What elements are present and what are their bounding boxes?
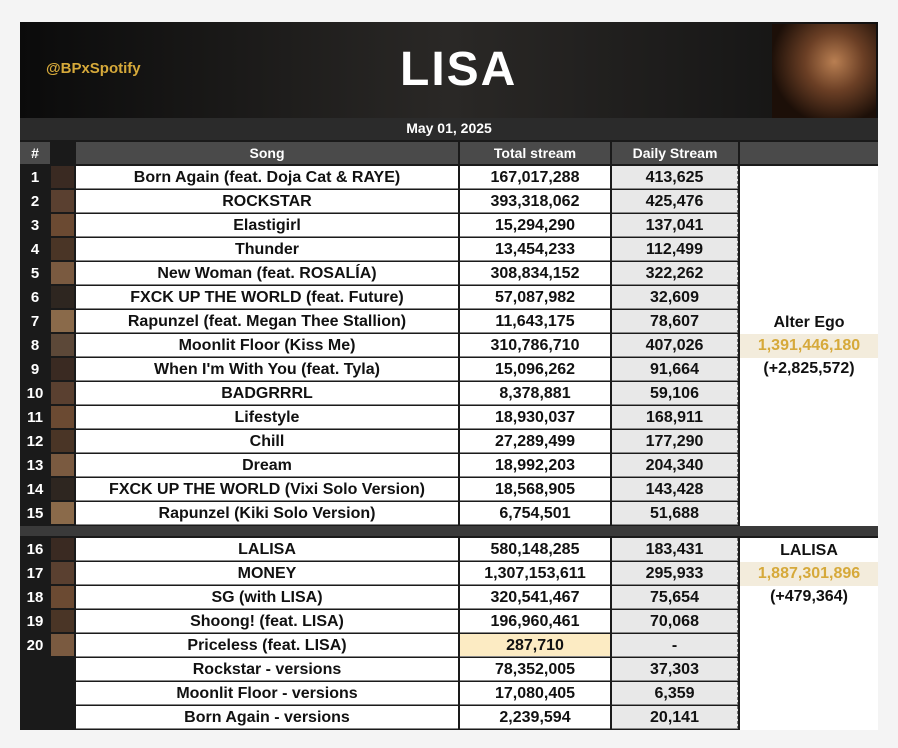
cover-thumbnail [51,406,74,428]
artist-portrait [772,24,876,118]
rank-number: 1 [30,169,40,186]
daily-streams: 322,262 [612,262,738,285]
rank-number: 8 [30,337,40,354]
song-title: BADGRRRL [76,382,458,405]
total-streams: 78,352,005 [460,658,610,681]
song-title: Rapunzel (feat. Megan Thee Stallion) [76,310,458,333]
total-streams: 15,096,262 [460,358,610,381]
cover-thumbnail [51,190,74,212]
total-streams: 18,992,203 [460,454,610,477]
song-title: Lifestyle [76,406,458,429]
artist-title: LISA [400,43,518,96]
song-title: Dream [76,454,458,477]
album-total-streams: 1,391,446,180 [740,334,878,358]
report-date: May 01, 2025 [406,120,492,136]
cover-thumbnail [51,310,74,332]
total-streams: 167,017,288 [460,166,610,189]
cover-thumbnail [51,382,74,404]
song-title: LALISA [76,538,458,561]
cover-thumbnail [51,586,74,608]
column-header-album [740,142,878,164]
daily-streams: 143,428 [612,478,738,501]
cover-thumbnail [51,262,74,284]
total-streams: 57,087,982 [460,286,610,309]
daily-streams: 59,106 [612,382,738,405]
album-name: Alter Ego [773,314,845,331]
total-streams: 393,318,062 [460,190,610,213]
song-title: Shoong! (feat. LISA) [76,610,458,633]
song-title: Rockstar - versions [76,658,458,681]
album-summary-alter-ego [740,166,878,526]
column-header-rank: # [20,142,50,164]
song-title: ROCKSTAR [76,190,458,213]
daily-streams: 168,911 [612,406,738,429]
daily-streams: 20,141 [612,706,738,729]
daily-streams: 78,607 [612,310,738,333]
song-title: Moonlit Floor - versions [76,682,458,705]
rank-number: 17 [26,565,44,582]
song-title: Priceless (feat. LISA) [76,634,458,657]
section-separator [20,526,878,536]
cover-thumbnail [51,214,74,236]
cover-thumbnail [51,286,74,308]
cover-thumbnail [51,634,74,656]
rank-number: 12 [26,433,44,450]
total-streams: 17,080,405 [460,682,610,705]
song-title: When I'm With You (feat. Tyla) [76,358,458,381]
song-title: FXCK UP THE WORLD (Vixi Solo Version) [76,478,458,501]
daily-streams: 425,476 [612,190,738,213]
daily-streams: 204,340 [612,454,738,477]
daily-streams: 112,499 [612,238,738,261]
song-title: Born Again - versions [76,706,458,729]
daily-streams: 91,664 [612,358,738,381]
song-title: Thunder [76,238,458,261]
rank-number: 9 [30,361,40,378]
cover-thumbnail [51,238,74,260]
rank-number: 18 [26,589,44,606]
daily-streams: 407,026 [612,334,738,357]
total-streams: 310,786,710 [460,334,610,357]
rank-number: 3 [30,217,40,234]
total-streams: 8,378,881 [460,382,610,405]
total-streams: 11,643,175 [460,310,610,333]
daily-streams: 51,688 [612,502,738,525]
cover-thumbnail [51,538,74,560]
album-total-streams: 1,887,301,896 [740,562,878,586]
song-title: Born Again (feat. Doja Cat & RAYE) [76,166,458,189]
daily-streams: 6,359 [612,682,738,705]
song-title: SG (with LISA) [76,586,458,609]
daily-streams: 70,068 [612,610,738,633]
source-handle: @BPxSpotify [46,60,141,77]
cover-thumbnail [51,334,74,356]
daily-streams: 75,654 [612,586,738,609]
song-title: New Woman (feat. ROSALÍA) [76,262,458,285]
daily-streams: 37,303 [612,658,738,681]
cover-thumbnail [51,166,74,188]
rank-number: 19 [26,613,44,630]
total-streams: 308,834,152 [460,262,610,285]
song-title: MONEY [76,562,458,585]
rank-number: 20 [26,637,44,654]
daily-streams: - [612,634,738,657]
total-streams: 196,960,461 [460,610,610,633]
total-streams: 18,930,037 [460,406,610,429]
rank-number: 16 [26,541,44,558]
daily-streams: 413,625 [612,166,738,189]
rank-number: 10 [26,385,44,402]
song-title: Elastigirl [76,214,458,237]
total-streams: 15,294,290 [460,214,610,237]
total-streams: 27,289,499 [460,430,610,453]
album-daily-change: (+479,364) [770,588,848,605]
total-streams: 1,307,153,611 [460,562,610,585]
total-streams: 580,148,285 [460,538,610,561]
total-streams: 2,239,594 [460,706,610,729]
rank-number: 5 [30,265,40,282]
song-title: Rapunzel (Kiki Solo Version) [76,502,458,525]
cover-thumbnail [51,430,74,452]
rank-number: 13 [26,457,44,474]
song-title: FXCK UP THE WORLD (feat. Future) [76,286,458,309]
total-streams: 18,568,905 [460,478,610,501]
date-bar [20,118,878,140]
column-header-daily: Daily Stream [612,142,738,164]
cover-thumbnail [51,358,74,380]
rank-number: 7 [30,313,40,330]
rank-number: 11 [27,409,43,426]
cover-thumbnail [51,502,74,524]
song-title: Chill [76,430,458,453]
daily-streams: 177,290 [612,430,738,453]
column-header-total: Total stream [460,142,610,164]
song-title: Moonlit Floor (Kiss Me) [76,334,458,357]
album-daily-change: (+2,825,572) [763,360,855,377]
rank-number: 4 [30,241,40,258]
rank-number: 14 [26,481,44,498]
daily-streams: 295,933 [612,562,738,585]
total-streams: 6,754,501 [460,502,610,525]
rank-number: 15 [26,505,44,522]
rank-number: 6 [30,289,40,306]
album-name: LALISA [780,542,838,559]
rank-number: 2 [30,193,40,210]
daily-streams: 137,041 [612,214,738,237]
cover-thumbnail [51,562,74,584]
daily-streams: 32,609 [612,286,738,309]
album-summary-lalisa [740,538,878,730]
daily-streams: 183,431 [612,538,738,561]
cover-thumbnail [51,610,74,632]
total-streams: 13,454,233 [460,238,610,261]
total-streams: 320,541,467 [460,586,610,609]
cover-thumbnail [51,478,74,500]
cover-thumbnail [51,454,74,476]
total-streams: 287,710 [460,634,610,657]
column-header-song: Song [76,142,458,164]
